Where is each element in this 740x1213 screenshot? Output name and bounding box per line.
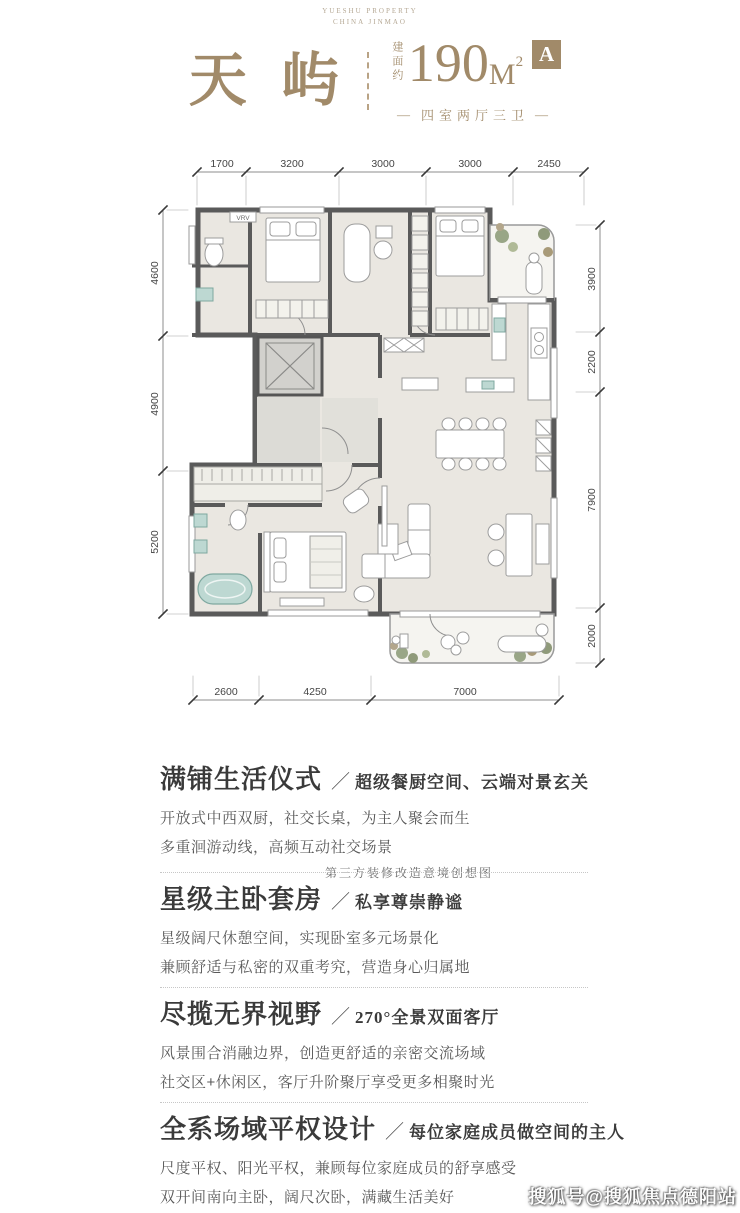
dash-right: — bbox=[535, 106, 553, 122]
body-line-2: 双开间南向主卧，阔尺次卧，满藏生活美好 bbox=[160, 1189, 455, 1206]
unit-type-badge: A bbox=[532, 40, 561, 69]
layout-desc bbox=[397, 105, 553, 124]
dim-top-1: 1700 bbox=[210, 158, 234, 170]
dim-right-2: 2200 bbox=[586, 350, 598, 374]
slash-divider: ／ bbox=[331, 1007, 351, 1028]
section-dining bbox=[160, 758, 588, 872]
slash-divider: ／ bbox=[331, 892, 351, 913]
section-master-suite bbox=[160, 872, 588, 987]
brand-line-2: CHINA JINMAO bbox=[333, 18, 407, 26]
section-title: 满铺生活仪式 bbox=[160, 765, 323, 794]
slash-divider: ／ bbox=[385, 1122, 405, 1143]
body-line-1: 开放式中西双厨，社交长桌，为主人聚会而生 bbox=[160, 810, 471, 827]
brand-lines bbox=[0, 6, 740, 28]
dim-bottom-1: 2600 bbox=[214, 686, 238, 698]
floor-plan-svg bbox=[130, 148, 630, 714]
bedroom-north-2 bbox=[436, 216, 488, 330]
section-body bbox=[160, 924, 588, 982]
section-title: 尽揽无界视野 bbox=[160, 1000, 323, 1029]
dim-left-3: 5200 bbox=[149, 530, 161, 554]
area-value: 190 bbox=[407, 33, 489, 93]
body-line-1: 尺度平权、阳光平权，兼顾每位家庭成员的舒享感受 bbox=[160, 1160, 517, 1177]
body-line-2: 兼顾舒适与私密的双重考究，营造身心归属地 bbox=[160, 959, 471, 976]
slash-divider: ／ bbox=[331, 772, 351, 793]
body-line-2: 社交区+休闲区，客厅升阶聚厅享受更多相聚时光 bbox=[160, 1074, 495, 1091]
dim-right-4: 2000 bbox=[586, 624, 598, 648]
dim-top-2: 3200 bbox=[280, 158, 304, 170]
section-subtitle: 270°全景双面客厅 bbox=[355, 1008, 500, 1027]
section-heading bbox=[160, 765, 588, 795]
brand-line-1: YUESHU PROPERTY bbox=[322, 7, 418, 15]
dim-top-3: 3000 bbox=[371, 158, 395, 170]
layout-desc-text: 四室两厅三卫 bbox=[420, 108, 529, 123]
feature-sections bbox=[160, 758, 626, 1213]
page-title: 天屿 bbox=[188, 48, 373, 113]
section-body bbox=[160, 1039, 588, 1097]
section-equal-design bbox=[160, 1102, 626, 1213]
section-title: 全系场域平权设计 bbox=[160, 1115, 377, 1144]
section-title: 星级主卧套房 bbox=[160, 885, 323, 914]
area-unit-sup: 2 bbox=[515, 54, 524, 70]
dash-left: — bbox=[396, 106, 415, 122]
bedroom-north-1 bbox=[256, 218, 328, 318]
dim-bottom-3: 7000 bbox=[453, 686, 477, 698]
body-line-1: 风景围合消融边界，创造更舒适的亲密交流场域 bbox=[160, 1045, 486, 1062]
area-line bbox=[389, 33, 561, 99]
section-heading bbox=[160, 885, 588, 915]
body-line-2: 多重洄游动线，高频互动社交场景 bbox=[160, 839, 393, 856]
dim-right-3: 7900 bbox=[586, 488, 598, 512]
section-subtitle: 私享尊崇静谧 bbox=[355, 893, 464, 912]
area-unit-letter: M bbox=[488, 58, 516, 91]
area-block bbox=[389, 33, 561, 124]
section-view bbox=[160, 987, 588, 1102]
body-line-1: 星级阔尺休憩空间，实现卧室多元场景化 bbox=[160, 930, 440, 947]
section-heading bbox=[160, 1115, 626, 1145]
section-body bbox=[160, 1154, 588, 1212]
area-unit bbox=[489, 38, 523, 99]
title-row bbox=[0, 33, 740, 124]
plan-disclaimer: 第三方装修改造意境创想图 bbox=[324, 866, 493, 880]
section-heading bbox=[160, 1000, 588, 1030]
dim-left-1: 4600 bbox=[149, 261, 161, 285]
elevator-shaft bbox=[258, 337, 322, 395]
dim-top-4: 3000 bbox=[458, 158, 482, 170]
foyer-floor bbox=[322, 398, 378, 462]
section-body bbox=[160, 804, 588, 862]
title-divider bbox=[367, 52, 369, 110]
foyer-console bbox=[384, 338, 424, 352]
dim-left-2: 4900 bbox=[149, 392, 161, 416]
dim-right-1: 3900 bbox=[586, 267, 598, 291]
area-prefix: 建面约 bbox=[390, 41, 403, 83]
section-subtitle: 超级餐厨空间、云端对景玄关 bbox=[355, 773, 590, 792]
vrv-label: VRV bbox=[236, 215, 250, 222]
dim-top-5: 2450 bbox=[537, 158, 561, 170]
section-subtitle: 每位家庭成员做空间的主人 bbox=[409, 1123, 626, 1142]
lobby-floor bbox=[257, 397, 320, 463]
watermark: 搜狐号@搜狐焦点德阳站 bbox=[528, 1187, 737, 1207]
dim-bottom-2: 4250 bbox=[303, 686, 327, 698]
